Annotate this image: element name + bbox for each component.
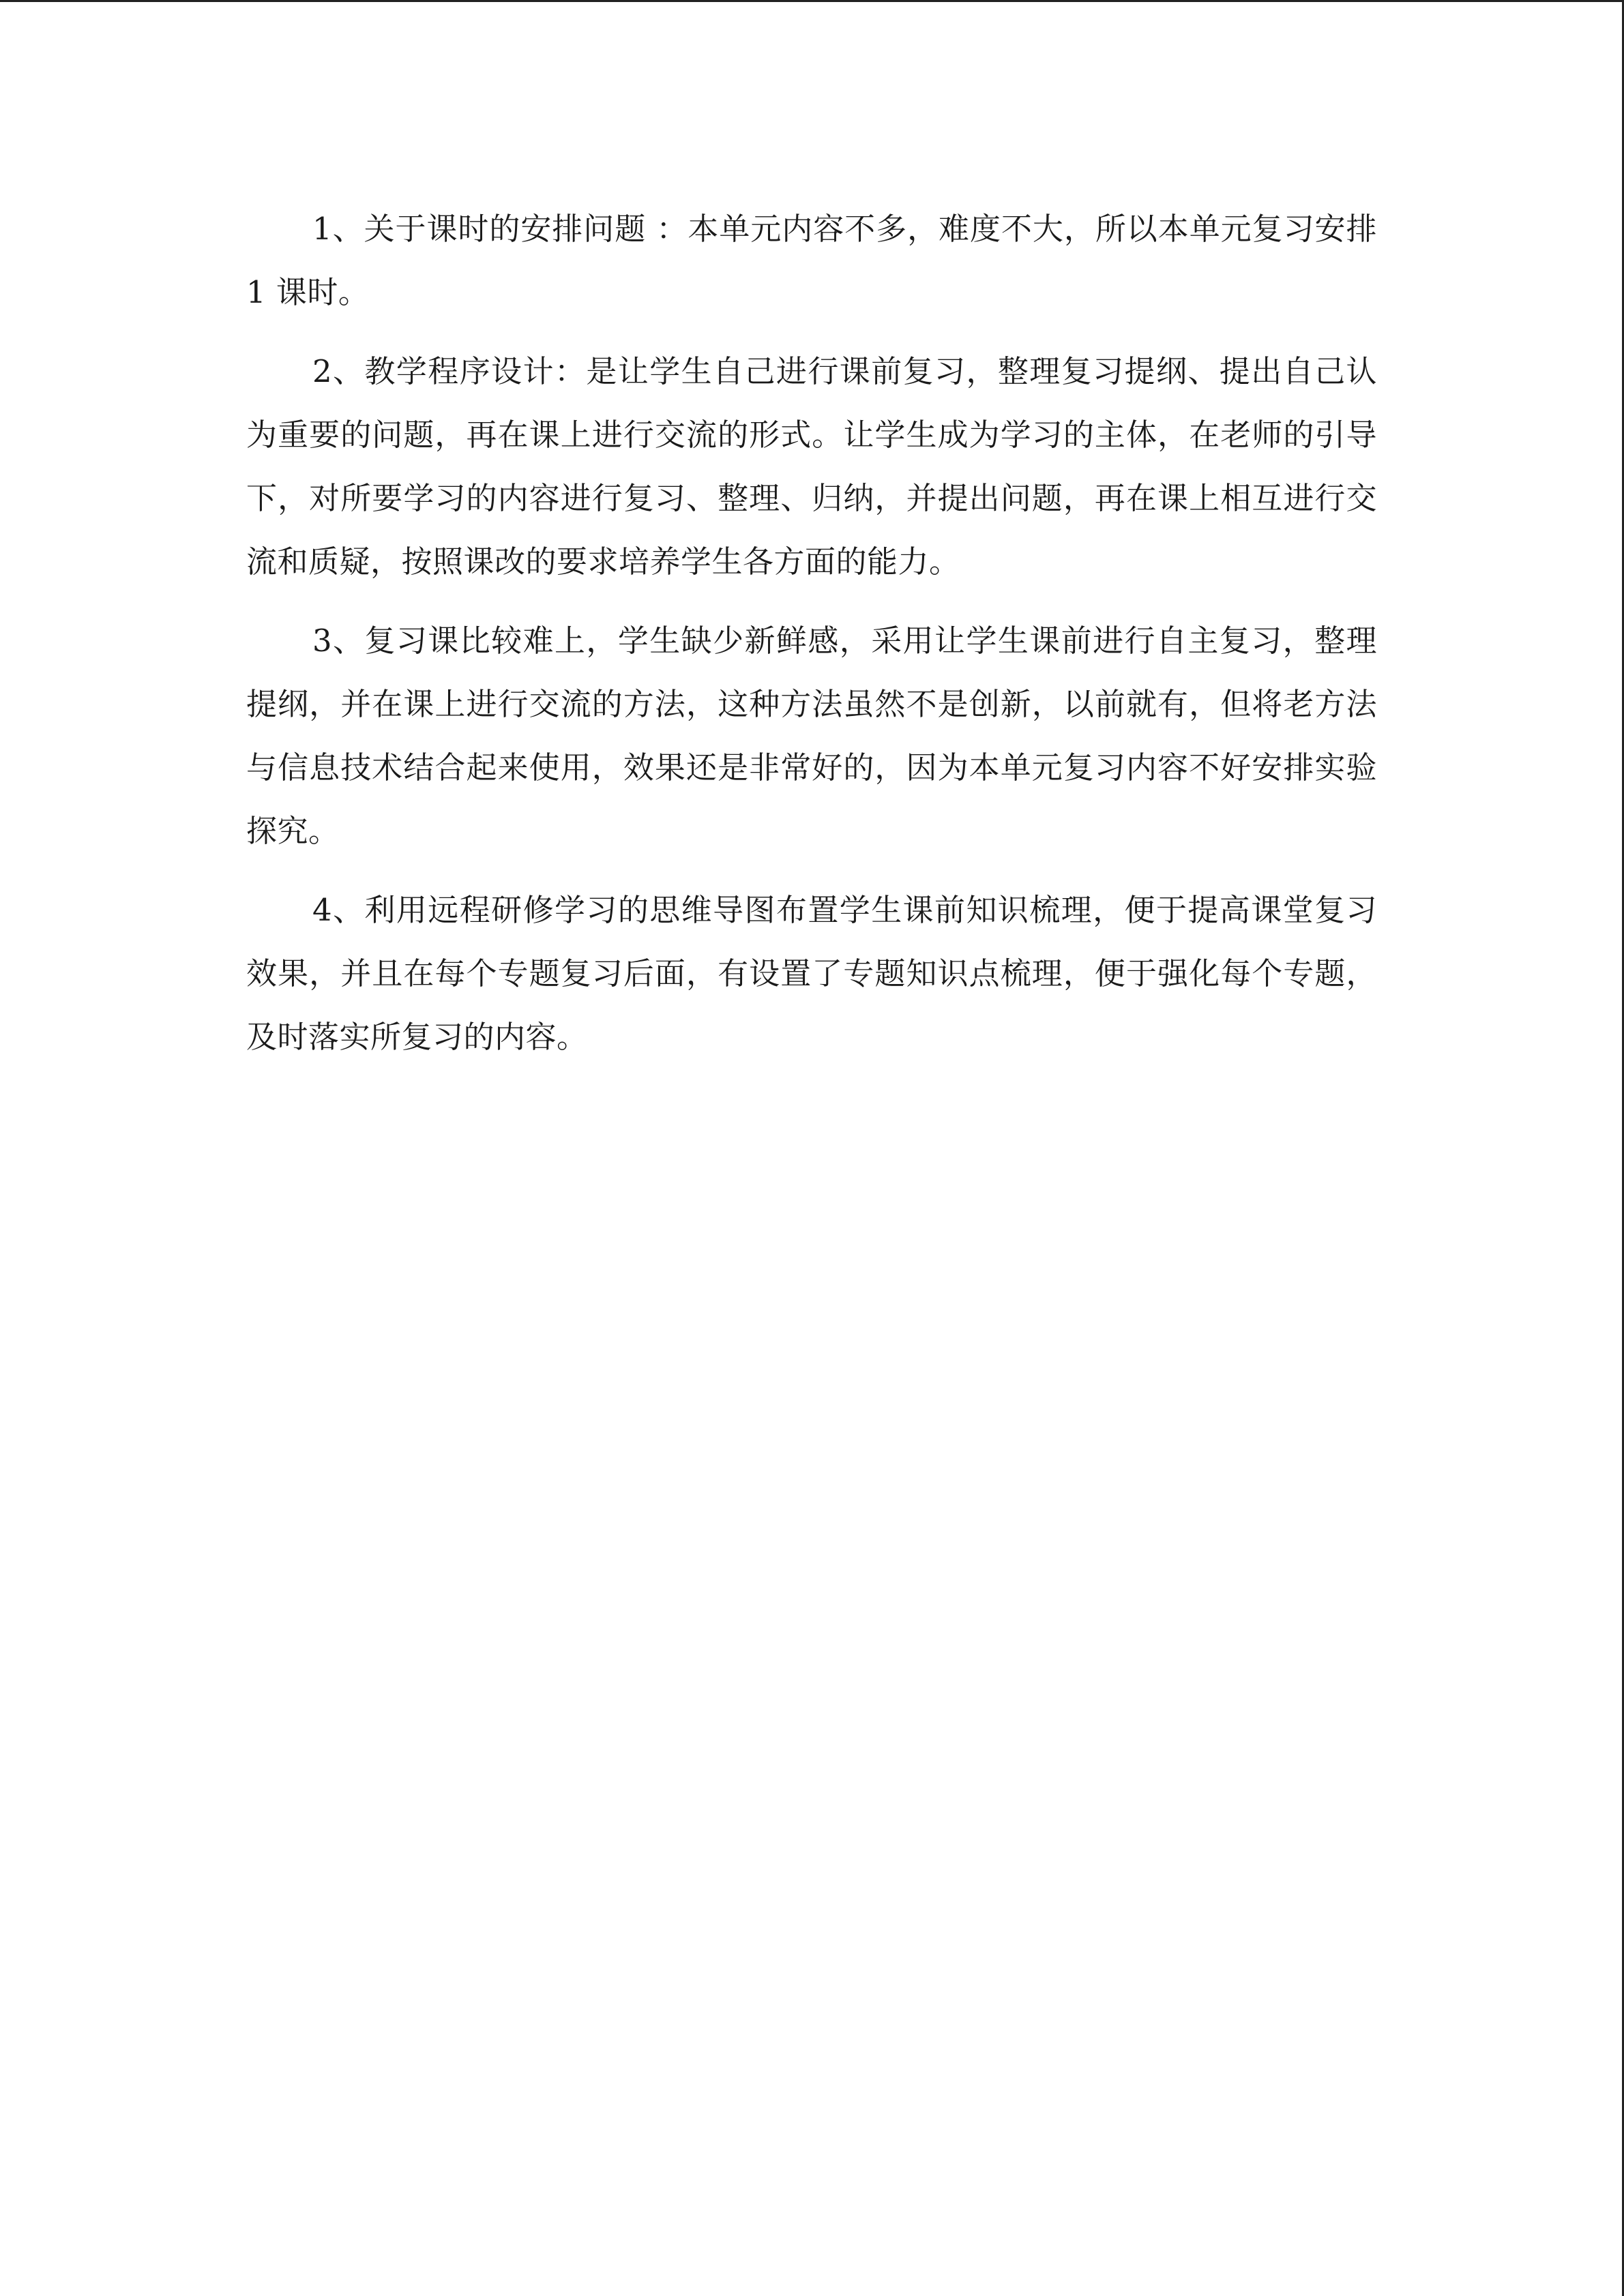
- paragraph-2: 2、教学程序设计：是让学生自己进行课前复习，整理复习提纲、提出自己认为重要的问题，再在课上进行交流的形式。让学生成为学习的主体，在老师的引导下，对所要学习的内容进行复习、整理、归纳，并提出问题，再在课上相互进行交流和质疑，按照课改的要求培养学生各方面的能力。: [246, 353, 1377, 580]
- paragraph-4: 4、利用远程研修学习的思维导图布置学生课前知识梳理，便于提高课堂复习效果，并且在每个专题复习后面，有设置了专题知识点梳理，便于强化每个专题，及时落实所复习的内容。: [246, 892, 1377, 1055]
- paragraph-3: 3、复习课比较难上，学生缺少新鲜感，采用让学生课前进行自主复习，整理提纲，并在课上进行交流的方法，这种方法虽然不是创新，以前就有，但将老方法与信息技术结合起来使用，效果还是非常好的，因为本单元复习内容不好安排实验探究。: [246, 623, 1377, 849]
- document-body: [246, 197, 1377, 1084]
- paragraph-1: 1、关于课时的安排问题 ：本单元内容不多，难度不大，所以本单元复习安排 1 课时。: [246, 211, 1377, 310]
